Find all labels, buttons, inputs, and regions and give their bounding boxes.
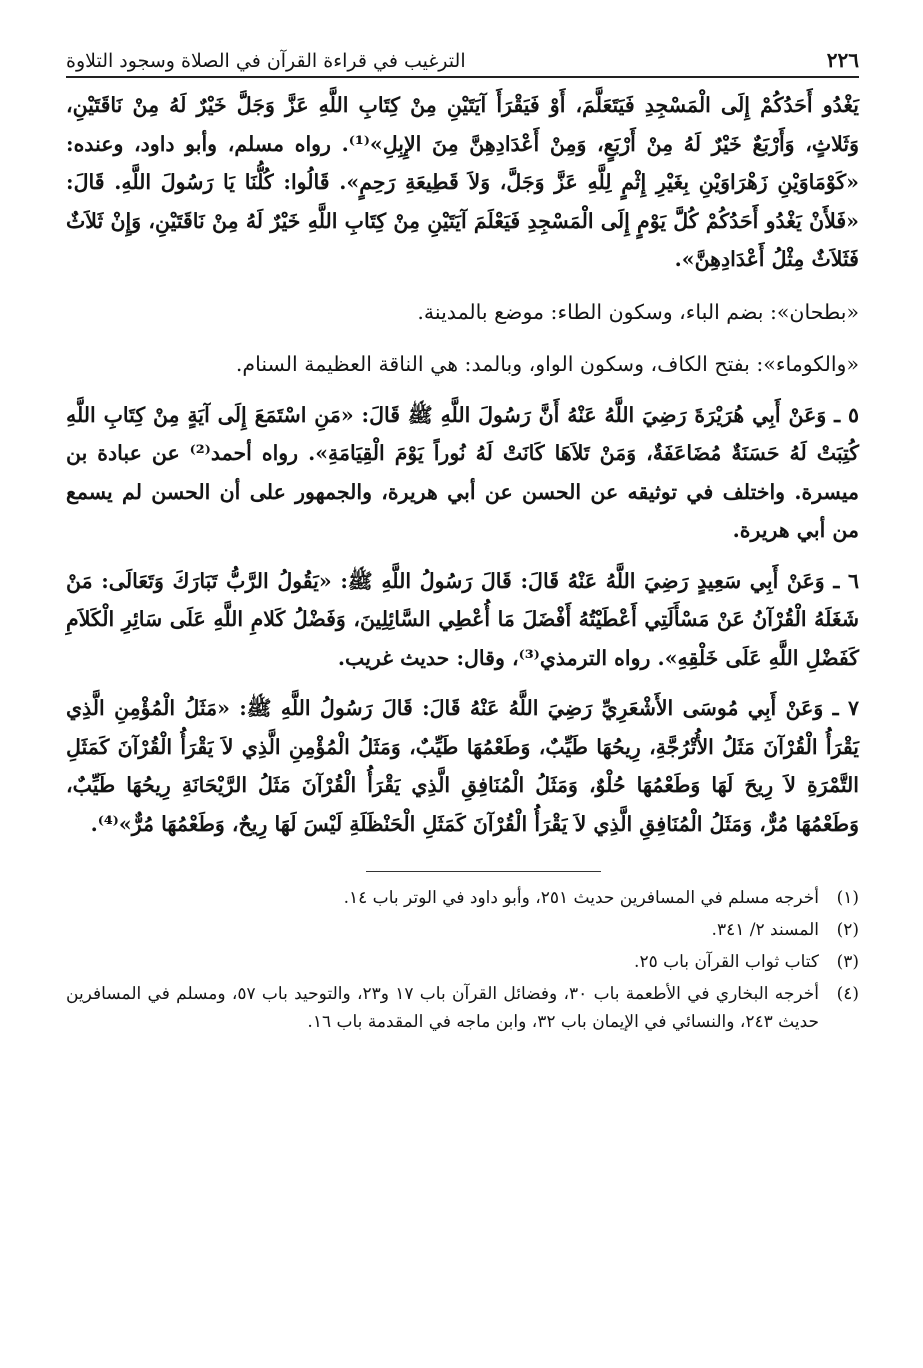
gloss-kawma: «والكوماء»: بفتح الكاف، وسكون الواو، وبالمد: هي الناقة العظيمة السنام. [235,352,859,376]
hadith-continuation: يَغْدُو أَحَدُكُمْ إِلَى الْمَسْجِدِ فَيَتَعَلَّمَ، أَوْ فَيَقْرَأَ آيَتَيْنِ مِنْ كِتَابِ اللَّهِ عَزَّ وَجَلَّ خَيْرٌ لَهُ مِنْ نَاقَتَيْنِ، وَثَلاثٍ، وَأَرْبَعٌ خَيْرٌ لَهُ مِنْ أَرْبَعٍ، وَمِنْ أَعْدَادِهِنَّ مِنَ الإِبِلِ»⁽¹⁾. رواه مسلم، وأبو داود، وعنده: «كَوْمَاوَيْنِ زَهْرَاوَيْنِ بِغَيْرِ إِثْمٍ لِلَّهِ عَزَّ وَجَلَّ، وَلاَ قَطِيعَةِ رَحِمٍ». قَالُوا: كُلُّنَا يَا رَسُولَ اللَّهِ. قَالَ: «فَلأَنْ يَغْدُو أَحَدُكُمْ كُلَّ يَوْمٍ إِلَى الْمَسْجِدِ فَيَعْلَمَ آيَتَيْنِ مِنْ كِتَابِ اللَّهِ خَيْرٌ لَهُ مِنْ نَاقَتَيْنِ، وَإِنْ ثَلاَثٌ فَثَلاَثٌ مِثْلُ أَعْدَادِهِنَّ». [66,93,859,271]
footnote-text: أخرجه البخاري في الأطعمة باب ٣٠، وفضائل القرآن باب ١٧ و٢٣، والتوحيد باب ٥٧، ومسلم في المسافرين حديث ٢٤٣، والنسائي في الإيمان باب ٣٢، وابن ماجه في المقدمة باب ١٦. [66,984,820,1032]
footnote-text: المسند ٢/ ٣٤١. [711,920,819,940]
footnotes [66,884,859,1036]
footnote-text: كتاب ثواب القرآن باب ٢٥. [634,952,819,972]
hadith-7: ٧ ـ وَعَنْ أَبِي مُوسَى الأَشْعَرِيِّ رَضِيَ اللَّهُ عَنْهُ قَالَ: قَالَ رَسُولُ اللَّهِ ﷺ: «مَثَلُ الْمُؤْمِنِ الَّذِي يَقْرَأُ الْقُرْآنَ مَثَلُ الأُتْرُجَّةِ، رِيحُهَا طَيِّبٌ، وَطَعْمُهَا طَيِّبٌ، وَمَثَلُ الْمُؤْمِنِ الَّذِي لاَ يَقْرَأُ الْقُرْآنَ كَمَثَلِ التَّمْرَةِ لاَ رِيحَ لَهَا وَطَعْمُهَا حُلْوٌ، وَمَثَلُ الْمُنَافِقِ الَّذِي يَقْرَأُ الْقُرْآنَ مَثَلُ الرَّيْحَانَةِ رِيحُهَا طَيِّبٌ، وَطَعْمُهَا مُرٌّ، وَمَثَلُ الْمُنَافِقِ الَّذِي لاَ يَقْرَأُ الْقُرْآنَ كَمَثَلِ الْحَنْظَلَةِ لَيْسَ لَهَا رِيحٌ، وَطَعْمُهَا مُرٌّ»⁽⁴⁾. [66,696,859,836]
hadith-6: ٦ ـ وَعَنْ أَبِي سَعِيدٍ رَضِيَ اللَّهُ عَنْهُ قَالَ: قَالَ رَسُولُ اللَّهِ ﷺ: «يَقُولُ الرَّبُّ تَبَارَكَ وَتَعَالَى: مَنْ شَغَلَهُ الْقُرْآنُ عَنْ مَسْأَلَتِي أَعْطَيْتُهُ أَفْضَلَ مَا أُعْطِي السَّائِلِينَ، وَفَضْلُ كَلامِ اللَّهِ عَلَى سَائِرِ الْكَلاَمِ كَفَضْلِ اللَّهِ عَلَى خَلْقِهِ». رواه الترمذي⁽³⁾، وقال: حديث غريب. [66,568,859,670]
footnote-text: أخرجه مسلم في المسافرين حديث ٢٥١، وأبو داود في الوتر باب ١٤. [343,888,819,908]
footnote-number: (٢) [836,920,859,940]
running-title: الترغيب في قراءة القرآن في الصلاة وسجود التلاوة [66,50,466,72]
footnote-item [66,948,859,976]
footnote-number: (١) [836,888,859,908]
footnote-item [66,916,859,944]
footnote-number: (٣) [836,952,859,972]
hadith-5: ٥ ـ وَعَنْ أَبِي هُرَيْرَةَ رَضِيَ اللَّهُ عَنْهُ أَنَّ رَسُولَ اللَّهِ ﷺ قَالَ: «مَنِ اسْتَمَعَ إِلَى آيَةٍ مِنْ كِتَابِ اللَّهِ كُتِبَتْ لَهُ حَسَنَةٌ مُضَاعَفَةٌ، وَمَنْ تَلاَهَا كَانَتْ لَهُ نُوراً يَوْمَ الْقِيَامَةِ». رواه أحمد⁽²⁾ عن عبادة بن ميسرة. واختلف في توثيقه عن الحسن عن أبي هريرة، والجمهور على أن الحسن لم يسمع من أبي هريرة. [66,402,859,542]
gloss-butahan: «بطحان»: بضم الباء، وسكون الطاء: موضع بالمدينة. [417,299,859,324]
page-number: ٢٢٦ [826,48,859,72]
running-header [66,48,859,78]
footnote-item [66,884,859,912]
footnote-number: (٤) [836,984,859,1004]
footnote-divider [366,871,601,872]
footnote-item [66,980,859,1036]
